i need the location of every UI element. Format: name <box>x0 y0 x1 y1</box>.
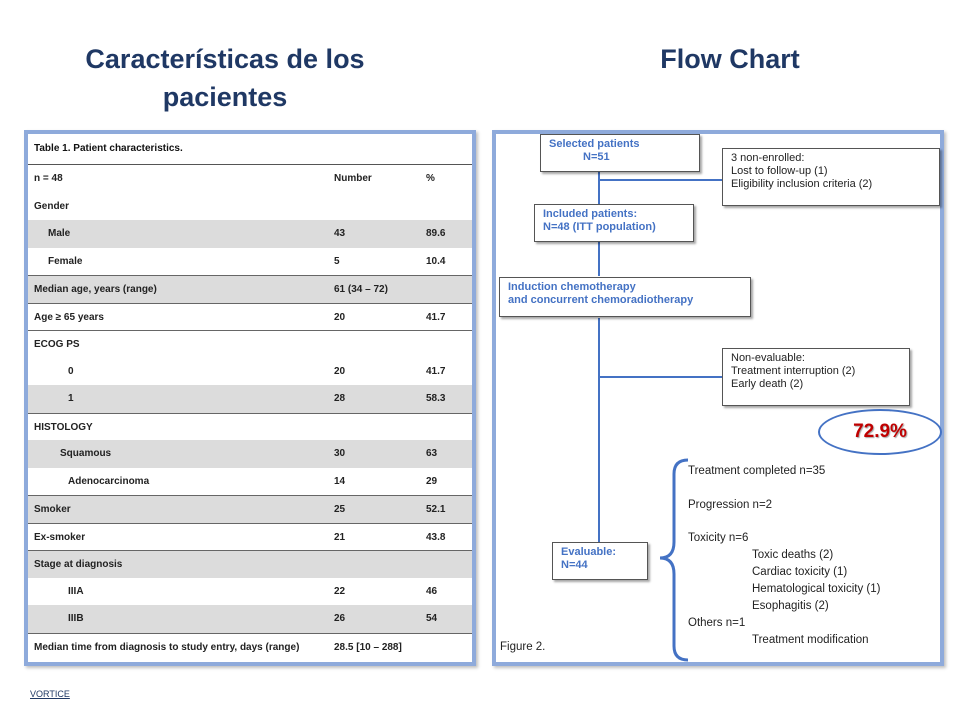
row-label: Age ≥ 65 years <box>34 311 104 323</box>
row-percent: 63 <box>426 448 438 459</box>
row-label: Median time from diagnosis to study entry, days (range) <box>34 641 300 653</box>
table-row <box>28 303 472 331</box>
outcome-toxicity: Toxicity n=6 <box>688 532 749 544</box>
row-number: 61 (34 – 72) <box>334 284 388 295</box>
row-label: Gender <box>34 200 70 212</box>
table-row <box>28 165 472 193</box>
evaluable-box: Evaluable: N=44 <box>552 542 648 580</box>
outcome-treatment-completed: Treatment completed n=35 <box>688 465 826 477</box>
row-number: 21 <box>334 531 346 543</box>
outcome-toxic-deaths: Toxic deaths (2) <box>752 549 834 561</box>
row-label: Ex-smoker <box>34 531 86 543</box>
row-label: 1 <box>68 393 74 404</box>
row-percent: % <box>426 173 435 184</box>
row-number: 20 <box>334 311 346 323</box>
row-percent: 41.7 <box>426 365 446 377</box>
row-percent: 41.7 <box>426 311 446 323</box>
induction-box: Induction chemotherapy and concurrent chemoradiotherapy <box>499 277 751 317</box>
row-percent: 10.4 <box>426 255 446 267</box>
connector-to-non-evaluable <box>598 376 722 378</box>
row-percent: 58.3 <box>426 393 446 404</box>
row-number: 43 <box>334 228 346 239</box>
table-row <box>28 523 472 551</box>
included-patients-box: Included patients: N=48 (ITT population) <box>534 204 694 242</box>
row-percent: 46 <box>426 585 438 597</box>
row-label: Male <box>48 228 71 239</box>
row-percent: 89.6 <box>426 228 446 239</box>
row-label: HISTOLOGY <box>34 421 93 433</box>
row-label: Female <box>48 255 83 267</box>
footer-link[interactable]: VORTICE <box>30 689 70 699</box>
row-percent: 43.8 <box>426 531 446 543</box>
connector-trunk-3 <box>598 318 600 544</box>
row-number: 26 <box>334 613 346 624</box>
row-label: 0 <box>68 365 74 377</box>
connector-to-non-enrolled <box>598 179 722 181</box>
row-percent: 29 <box>426 475 438 487</box>
row-label: Median age, years (range) <box>34 284 157 295</box>
row-number: 30 <box>334 448 346 459</box>
row-label: IIIA <box>68 585 84 597</box>
table-row <box>28 550 472 578</box>
table-row <box>28 605 472 633</box>
row-label: Adenocarcinoma <box>68 475 150 487</box>
outcome-treatment-modification: Treatment modification <box>752 634 869 646</box>
table-row <box>28 275 472 303</box>
table-body <box>28 165 472 660</box>
row-label: ECOG PS <box>34 339 80 350</box>
brace-path <box>660 460 688 660</box>
row-label: n = 48 <box>34 173 63 184</box>
outcome-others: Others n=1 <box>688 617 746 629</box>
table-row <box>28 220 472 248</box>
table-row <box>28 385 472 413</box>
selected-patients-box: Selected patients N=51 <box>540 134 700 172</box>
table-row <box>28 330 472 358</box>
outcome-hematological-toxicity: Hematological toxicity (1) <box>752 583 881 595</box>
table-row <box>28 468 472 496</box>
row-number: 5 <box>334 255 340 267</box>
row-number: Number <box>334 173 372 184</box>
table-row <box>28 358 472 386</box>
connector-trunk-2 <box>598 240 600 276</box>
row-number: 28.5 [10 – 288] <box>334 641 402 653</box>
non-evaluable-box: Non-evaluable: Treatment interruption (2) Early death (2) <box>722 348 910 406</box>
row-label: Squamous <box>60 448 112 459</box>
row-number: 14 <box>334 475 346 487</box>
row-label: Smoker <box>34 504 71 515</box>
table-row <box>28 495 472 523</box>
patient-characteristics-table <box>24 130 476 666</box>
outcome-progression: Progression n=2 <box>688 499 773 511</box>
row-number: 20 <box>334 365 346 377</box>
row-percent: 52.1 <box>426 504 446 515</box>
table-row <box>28 578 472 606</box>
row-number: 25 <box>334 504 346 515</box>
outcomes-brace <box>648 456 692 666</box>
table-row <box>28 413 472 441</box>
table-row <box>28 633 472 661</box>
outcome-cardiac-toxicity: Cardiac toxicity (1) <box>752 566 848 578</box>
non-enrolled-box: 3 non-enrolled: Lost to follow-up (1) Eligibility inclusion criteria (2) <box>722 148 940 206</box>
row-label: IIIB <box>68 613 84 624</box>
flowchart-heading: Flow Chart <box>660 44 800 74</box>
table-heading: Características de los pacientes <box>85 44 365 112</box>
table-row <box>28 248 472 276</box>
figure-label: Figure 2. <box>500 641 546 653</box>
evaluable-percentage-badge: 72.9% <box>818 409 942 455</box>
row-number: 28 <box>334 393 346 404</box>
table-row <box>28 193 472 221</box>
row-number: 22 <box>334 585 346 597</box>
connector-trunk-1 <box>598 170 600 208</box>
table-row <box>28 440 472 468</box>
row-percent: 54 <box>426 613 438 624</box>
table-title: Table 1. Patient characteristics. <box>28 134 472 165</box>
outcome-esophagitis: Esophagitis (2) <box>752 600 829 612</box>
row-label: Stage at diagnosis <box>34 559 123 570</box>
